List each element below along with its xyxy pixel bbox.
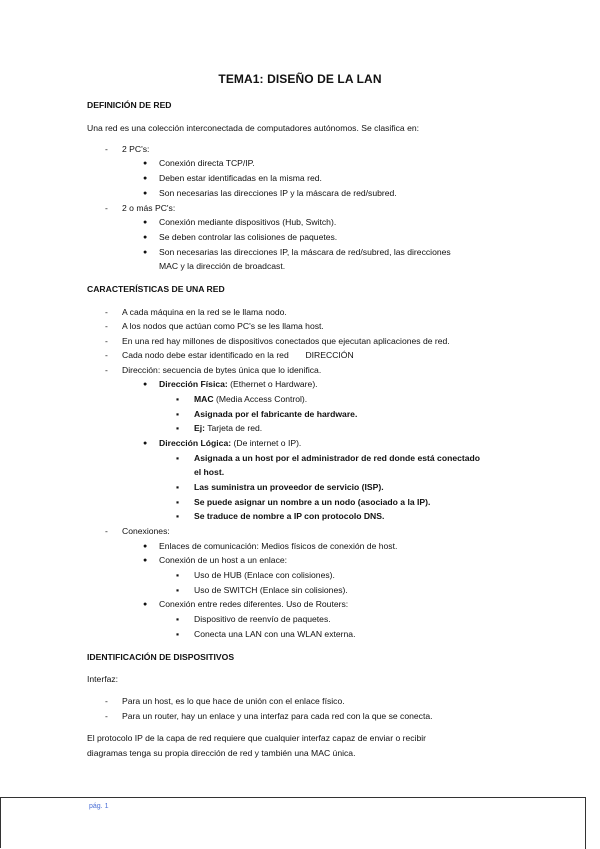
square-marker: ▪ — [176, 614, 180, 624]
bullet-marker: ● — [143, 160, 148, 167]
closing-paragraph-line-1: El protocolo IP de la capa de red requiere que cualquier interfaz capaz de enviar o recibir — [87, 733, 427, 743]
interfaz-label: Interfaz: — [87, 674, 119, 684]
dash-marker: - — [105, 696, 108, 706]
dash-marker: - — [105, 711, 108, 721]
bullet-marker: ● — [143, 234, 148, 241]
square-marker: ▪ — [176, 511, 180, 521]
bullet-marker: ● — [143, 219, 148, 226]
dash-marker: - — [105, 350, 108, 360]
bullet-marker: ● — [143, 601, 148, 608]
dash-marker: - — [105, 321, 108, 331]
document-page: TEMA1: DISEÑO DE LA LAN DEFINICIÓN DE RED Una red es una colección interconectada de computadores autónomos. Se clasifica en: - 2 PC's: ● Conexión directa TCP/IP. ● Deben estar identificadas en la misma red. ● Son necesarias las direcciones IP y la máscara de red/subred. - 2 o más PC's: ● Conexión mediante dispositivos (Hub, Switch). ● Se deben controlar las colisiones de paquetes. ● Son necesarias las direcciones IP, la máscara de red/subred, las direcciones MAC y la dirección de broadcast. CARACTERÍSTICAS DE UNA RED - A cada máquina en la red se le llama nodo. - A los nodos que actúan como PC's se les llama host. - En una red hay millones de dispositivos conectados que ejecutan aplicaciones de red. - Cada nodo debe estar identificado en la red DIRECCIÓN - Dirección: secuencia de bytes única que lo idenifica. ● Dirección Física: (Ethernet o Hardware). ▪ MAC (Media Access Control). ▪ Asignada por el fabricante de hardware. ▪ Ej: Tarjeta de red. ● Dirección Lógica: (De internet o IP). ▪ Asignada a un host por el administrador de red donde está conectado el host. ▪ Las suministra un proveedor de servicio (ISP). ▪ Se puede asignar un nombre a un nodo (asociado a la IP). ▪ Se traduce de nombre a IP con protocolo DNS. - Conexiones: ● Enlaces de comunicación: Medios físicos de conexión de host. ● Conexión de un host a un enlace: ▪ Uso de HUB (Enlace con colisiones). ▪ Uso de SWITCH (Enlace sin colisiones). ● Conexión entre redes diferentes. Uso de Routers: ▪ Dispositivo de reenvío de paquetes. ▪ Conecta una LAN con una WLAN externa. IDENTIFICACIÓN DE DISPOSITIVOS Interfaz: - Para un host, es lo que hace de unión con el enlace físico. - Para un router, hay un enlace y una interfaz para cada red con la que se conecta. El protocolo IP de la capa de red requiere que cualquier interfaz capaz de enviar o recibir diagramas tenga su propia dirección de red y también una MAC única. pág. 1 — [0, 0, 600, 848]
page-footer — [0, 797, 586, 849]
bullet-marker: ● — [143, 175, 148, 182]
section-heading-identificacion: IDENTIFICACIÓN DE DISPOSITIVOS — [87, 652, 235, 662]
square-marker: ▪ — [176, 482, 180, 492]
square-marker: ▪ — [176, 497, 180, 507]
dash-marker: - — [105, 144, 108, 154]
bullet-marker: ● — [143, 381, 148, 388]
square-marker: ▪ — [176, 409, 180, 419]
square-marker: ▪ — [176, 585, 180, 595]
dash-marker: - — [105, 203, 108, 213]
square-marker: ▪ — [176, 423, 180, 433]
closing-paragraph-line-2: diagramas tenga su propia dirección de red y también una MAC única. — [87, 748, 356, 758]
dash-marker: - — [105, 365, 108, 375]
square-marker: ▪ — [176, 570, 180, 580]
square-marker: ▪ — [176, 394, 180, 404]
footer-edge — [0, 797, 1, 848]
dash-marker: - — [105, 336, 108, 346]
page-title: TEMA1: DISEÑO DE LA LAN — [218, 72, 382, 86]
intro-paragraph: Una red es una colección interconectada de computadores autónomos. Se clasifica en: — [87, 123, 420, 133]
bullet-marker: ● — [143, 190, 148, 197]
bullet-marker: ● — [143, 440, 148, 447]
dash-marker: - — [105, 307, 108, 317]
bullet-marker: ● — [143, 249, 148, 256]
section-heading-definicion: DEFINICIÓN DE RED — [87, 100, 172, 110]
section-heading-caracteristicas: CARACTERÍSTICAS DE UNA RED — [87, 284, 225, 294]
square-marker: ▪ — [176, 453, 180, 463]
square-marker: ▪ — [176, 629, 180, 639]
page-number: pág. 1 — [89, 803, 109, 810]
bullet-marker: ● — [143, 557, 148, 564]
dash-marker: - — [105, 526, 108, 536]
bullet-marker: ● — [143, 543, 148, 550]
